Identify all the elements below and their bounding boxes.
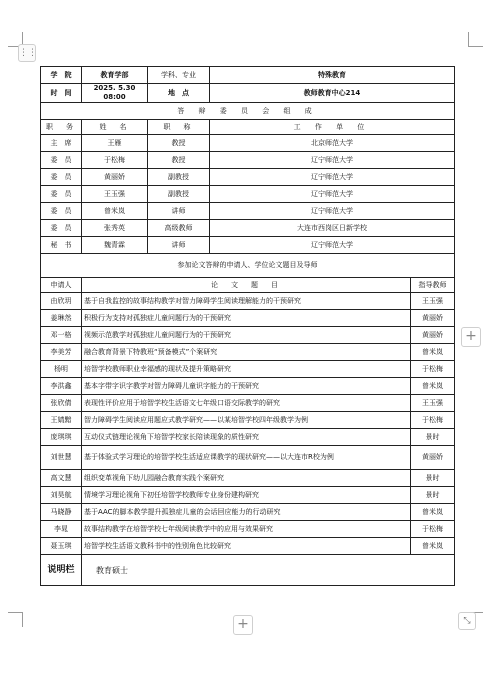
member-role[interactable]: 委 员 — [41, 186, 82, 203]
thesis-title[interactable]: 组织变革视角下幼儿园融合教育实践个案研究 — [82, 470, 411, 487]
place-value[interactable]: 教师教育中心214 — [210, 84, 455, 103]
advisor-name[interactable]: 曾米岚 — [411, 538, 455, 555]
table-resize-handle-icon[interactable]: ⤡ — [458, 612, 476, 630]
applicant-name[interactable]: 高文慧 — [41, 470, 82, 487]
member-name[interactable]: 王雁 — [82, 135, 148, 152]
applicant-name[interactable]: 张欣倩 — [41, 395, 82, 412]
thesis-title[interactable]: 基于自我监控的故事结构教学对智力障碍学生阅读理解能力的干预研究 — [82, 293, 411, 310]
theses-section-title: 参加论文答辩的申请人、学位论文题目及导师 — [41, 254, 455, 278]
applicant-name[interactable]: 杨明 — [41, 361, 82, 378]
col-name-header: 姓 名 — [82, 120, 148, 135]
thesis-row — [41, 470, 455, 487]
applicant-name[interactable]: 由欣玥 — [41, 293, 82, 310]
member-unit[interactable]: 大连市西岗区日新学校 — [210, 220, 455, 237]
advisor-name[interactable]: 景时 — [411, 429, 455, 446]
thesis-title[interactable]: 基于体验式学习理论的培智学校生活适应课教学的现状研究——以大连市R校为例 — [82, 446, 411, 470]
col-thesis-title-header: 论 文 题 目 — [82, 278, 411, 293]
applicant-name[interactable]: 聂玉琪 — [41, 538, 82, 555]
thesis-row — [41, 310, 455, 327]
place-label: 地 点 — [148, 84, 210, 103]
col-title-header: 职 称 — [148, 120, 210, 135]
school-label: 学 院 — [41, 67, 82, 84]
time-value[interactable]: 2025. 5.30 08:00 — [82, 84, 148, 103]
member-name[interactable]: 曾米岚 — [82, 203, 148, 220]
col-unit-header: 工 作 单 位 — [210, 120, 455, 135]
committee-row — [41, 203, 455, 220]
advisor-name[interactable]: 景时 — [411, 470, 455, 487]
member-role[interactable]: 秘 书 — [41, 237, 82, 254]
committee-row — [41, 152, 455, 169]
add-row-button[interactable]: + — [233, 615, 253, 635]
thesis-title[interactable]: 培智学校教师职业幸福感的现状及提升策略研究 — [82, 361, 411, 378]
applicant-name[interactable]: 姜琳然 — [41, 310, 82, 327]
member-unit[interactable]: 辽宁师范大学 — [210, 237, 455, 254]
thesis-title[interactable]: 表现性评价应用于培智学校生活语文七年级口语交际教学的研究 — [82, 395, 411, 412]
applicant-name[interactable]: 庞琪琪 — [41, 429, 82, 446]
col-applicant-header: 申请人 — [41, 278, 82, 293]
crop-mark-top-right — [468, 32, 483, 47]
thesis-title[interactable]: 积极行为支持对孤独症儿童问题行为的干预研究 — [82, 310, 411, 327]
member-title[interactable]: 教授 — [148, 135, 210, 152]
member-role[interactable]: 委 员 — [41, 220, 82, 237]
thesis-title[interactable]: 视频示范教学对孤独症儿童问题行为的干预研究 — [82, 327, 411, 344]
advisor-name[interactable]: 黄丽娇 — [411, 310, 455, 327]
committee-row — [41, 169, 455, 186]
member-unit[interactable]: 辽宁师范大学 — [210, 152, 455, 169]
thesis-row — [41, 344, 455, 361]
school-row — [41, 67, 455, 84]
thesis-title[interactable]: 智力障碍学生阅读应用题应式教学研究——以某培智学校四年级教学为例 — [82, 412, 411, 429]
applicant-name[interactable]: 刘昊航 — [41, 487, 82, 504]
member-title[interactable]: 高级教师 — [148, 220, 210, 237]
member-title[interactable]: 副教授 — [148, 169, 210, 186]
advisor-name[interactable]: 王玉强 — [411, 293, 455, 310]
advisor-name[interactable]: 黄丽娇 — [411, 446, 455, 470]
remark-value[interactable]: 教育硕士 — [82, 555, 455, 586]
advisor-name[interactable]: 于松梅 — [411, 361, 455, 378]
crop-mark-bottom-left — [8, 612, 23, 627]
thesis-title[interactable]: 融合教育背景下特教班“预备模式”个案研究 — [82, 344, 411, 361]
col-role-header: 职 务 — [41, 120, 82, 135]
committee-row — [41, 220, 455, 237]
advisor-name[interactable]: 于松梅 — [411, 521, 455, 538]
member-name[interactable]: 黄丽娇 — [82, 169, 148, 186]
applicant-name[interactable]: 李洪鑫 — [41, 378, 82, 395]
thesis-title[interactable]: 基本字带字识字教学对智力障碍儿童识字能力的干预研究 — [82, 378, 411, 395]
member-unit[interactable]: 辽宁师范大学 — [210, 203, 455, 220]
school-value[interactable]: 教育学部 — [82, 67, 148, 84]
committee-row — [41, 186, 455, 203]
time-row — [41, 84, 455, 103]
thesis-row — [41, 429, 455, 446]
advisor-name[interactable]: 王玉强 — [411, 395, 455, 412]
thesis-row — [41, 327, 455, 344]
remark-row — [41, 555, 455, 586]
major-label: 学科、专业 — [148, 67, 210, 84]
member-name[interactable]: 于松梅 — [82, 152, 148, 169]
advisor-name[interactable]: 曾米岚 — [411, 378, 455, 395]
thesis-row — [41, 395, 455, 412]
member-unit[interactable]: 辽宁师范大学 — [210, 169, 455, 186]
advisor-name[interactable]: 曾米岚 — [411, 344, 455, 361]
applicant-name[interactable]: 刘世慧 — [41, 446, 82, 470]
member-title[interactable]: 讲师 — [148, 203, 210, 220]
committee-section-title: 答 辩 委 员 会 组 成 — [41, 103, 455, 120]
member-title[interactable]: 副教授 — [148, 186, 210, 203]
applicant-name[interactable]: 邓一格 — [41, 327, 82, 344]
thesis-row — [41, 521, 455, 538]
member-role[interactable]: 委 员 — [41, 152, 82, 169]
thesis-row — [41, 361, 455, 378]
major-value[interactable]: 特殊教育 — [210, 67, 455, 84]
member-name[interactable]: 王玉强 — [82, 186, 148, 203]
member-name[interactable]: 张秀英 — [82, 220, 148, 237]
thesis-row — [41, 538, 455, 555]
member-title[interactable]: 讲师 — [148, 237, 210, 254]
thesis-title[interactable]: 情境学习理论视角下初任培智学校教师专业身份建构研究 — [82, 487, 411, 504]
applicant-name[interactable]: 李美芳 — [41, 344, 82, 361]
advisor-name[interactable]: 于松梅 — [411, 412, 455, 429]
member-name[interactable]: 魏青霖 — [82, 237, 148, 254]
thesis-row — [41, 412, 455, 429]
member-role[interactable]: 委 员 — [41, 169, 82, 186]
committee-header-row — [41, 120, 455, 135]
thesis-row — [41, 504, 455, 521]
committee-row — [41, 237, 455, 254]
thesis-title[interactable]: 基于AAC的脚本教学提升孤独症儿童的会话回应能力的行动研究 — [82, 504, 411, 521]
thesis-row — [41, 487, 455, 504]
applicant-name[interactable]: 马晓静 — [41, 504, 82, 521]
member-title[interactable]: 教授 — [148, 152, 210, 169]
member-role[interactable]: 委 员 — [41, 203, 82, 220]
thesis-row — [41, 293, 455, 310]
applicant-name[interactable]: 王婧黯 — [41, 412, 82, 429]
member-unit[interactable]: 北京师范大学 — [210, 135, 455, 152]
defense-info-table — [40, 66, 455, 586]
advisor-name[interactable]: 曾米岚 — [411, 504, 455, 521]
col-advisor-header: 指导教师 — [411, 278, 455, 293]
advisor-name[interactable]: 景时 — [411, 487, 455, 504]
theses-section-row — [41, 254, 455, 278]
member-unit[interactable]: 辽宁师范大学 — [210, 186, 455, 203]
committee-section-row — [41, 103, 455, 120]
advisor-name[interactable]: 黄丽娇 — [411, 327, 455, 344]
thesis-title[interactable]: 培智学校生活语文教科书中的性别角色比较研究 — [82, 538, 411, 555]
add-column-button[interactable]: + — [461, 327, 481, 347]
thesis-row — [41, 378, 455, 395]
time-label: 时 间 — [41, 84, 82, 103]
theses-header-row — [41, 278, 455, 293]
remark-label: 说明栏 — [41, 555, 82, 586]
thesis-row — [41, 446, 455, 470]
member-role[interactable]: 主 席 — [41, 135, 82, 152]
thesis-title[interactable]: 故事结构教学在培智学校七年级阅读教学中的应用与效果研究 — [82, 521, 411, 538]
committee-row — [41, 135, 455, 152]
applicant-name[interactable]: 李晁 — [41, 521, 82, 538]
table-move-handle-icon[interactable]: ⋮⋮ — [18, 44, 36, 62]
thesis-title[interactable]: 互动仪式链理论视角下培智学校家长陪读现象的质性研究 — [82, 429, 411, 446]
